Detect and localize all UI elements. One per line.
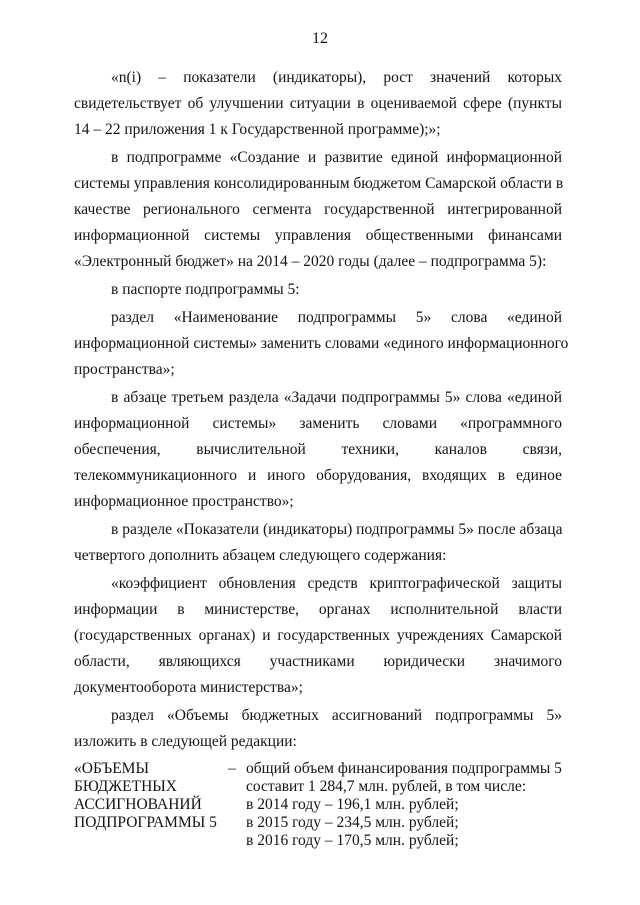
table-label-line: БЮДЖЕТНЫХ bbox=[74, 778, 177, 795]
table-value-line: в 2015 году – 234,5 млн. рублей; bbox=[246, 814, 459, 831]
paragraph-line: четвертого дополнить абзацем следующего содержания: bbox=[74, 547, 447, 564]
paragraph-line: документооборота министерства»; bbox=[74, 679, 303, 696]
paragraph-line: раздел «Наименование подпрограммы 5» слова «единой bbox=[111, 309, 562, 326]
paragraph-line: информационной системы» заменить словами «единого информационного bbox=[74, 335, 569, 352]
paragraph-line: «n(i) – показатели (индикаторы), рост значений которых bbox=[111, 69, 562, 86]
paragraph-line: системы управления консолидированным бюджетом Самарской области в bbox=[74, 175, 564, 192]
table-dash: – bbox=[228, 760, 236, 777]
paragraph-line: информационное пространство»; bbox=[74, 493, 294, 510]
paragraph-line: в разделе «Показатели (индикаторы) подпрограммы 5» после абзаца bbox=[111, 521, 563, 538]
table-value-line: в 2016 году – 170,5 млн. рублей; bbox=[246, 832, 459, 849]
paragraph-line: области, являющихся участниками юридически значимого bbox=[74, 653, 562, 670]
table-value-line: в 2014 году – 196,1 млн. рублей; bbox=[246, 796, 459, 813]
paragraph-line: свидетельствует об улучшении ситуации в оцениваемой сфере (пункты bbox=[74, 95, 562, 112]
paragraph-line: в абзаце третьем раздела «Задачи подпрограммы 5» слова «единой bbox=[111, 389, 562, 406]
table-value-line: составит 1 284,7 млн. рублей, в том числе: bbox=[246, 778, 527, 795]
paragraph-line: информационной системы управления общественными финансами bbox=[74, 227, 562, 244]
paragraph-line: 14 – 22 приложения 1 к Государственной программе);»; bbox=[74, 121, 441, 138]
paragraph-line: «Электронный бюджет» на 2014 – 2020 годы (далее – подпрограмма 5): bbox=[74, 253, 547, 270]
paragraph-line: в подпрограмме «Создание и развитие единой информационной bbox=[111, 149, 562, 166]
paragraph-line: информации в министерстве, органах исполнительной власти bbox=[74, 601, 562, 618]
paragraph-line: «коэффициент обновления средств криптографической защиты bbox=[111, 575, 562, 592]
paragraph-line: пространства»; bbox=[74, 361, 175, 378]
paragraph-line: информационной системы» заменить словами «программного bbox=[74, 415, 562, 432]
table-label-line: «ОБЪЕМЫ bbox=[74, 760, 149, 777]
table-label-line: ПОДПРОГРАММЫ 5 bbox=[74, 814, 217, 831]
table-label-line: АССИГНОВАНИЙ bbox=[74, 796, 202, 813]
paragraph-line: в паспорте подпрограммы 5: bbox=[111, 281, 300, 298]
paragraph-line: изложить в следующей редакции: bbox=[74, 733, 297, 750]
paragraph-line: обеспечения, вычислительной техники, каналов связи, bbox=[74, 441, 562, 458]
paragraph-line: телекоммуникационного и иного оборудования, входящих в единое bbox=[74, 467, 562, 484]
page-number: 12 bbox=[312, 30, 328, 47]
paragraph-line: качестве регионального сегмента государственной интегрированной bbox=[74, 201, 562, 218]
paragraph-line: (государственных органах) и государственных учреждениях Самарской bbox=[74, 627, 562, 644]
paragraph-line: раздел «Объемы бюджетных ассигнований подпрограммы 5» bbox=[111, 707, 562, 724]
table-value-line: общий объем финансирования подпрограммы 5 bbox=[246, 760, 562, 777]
